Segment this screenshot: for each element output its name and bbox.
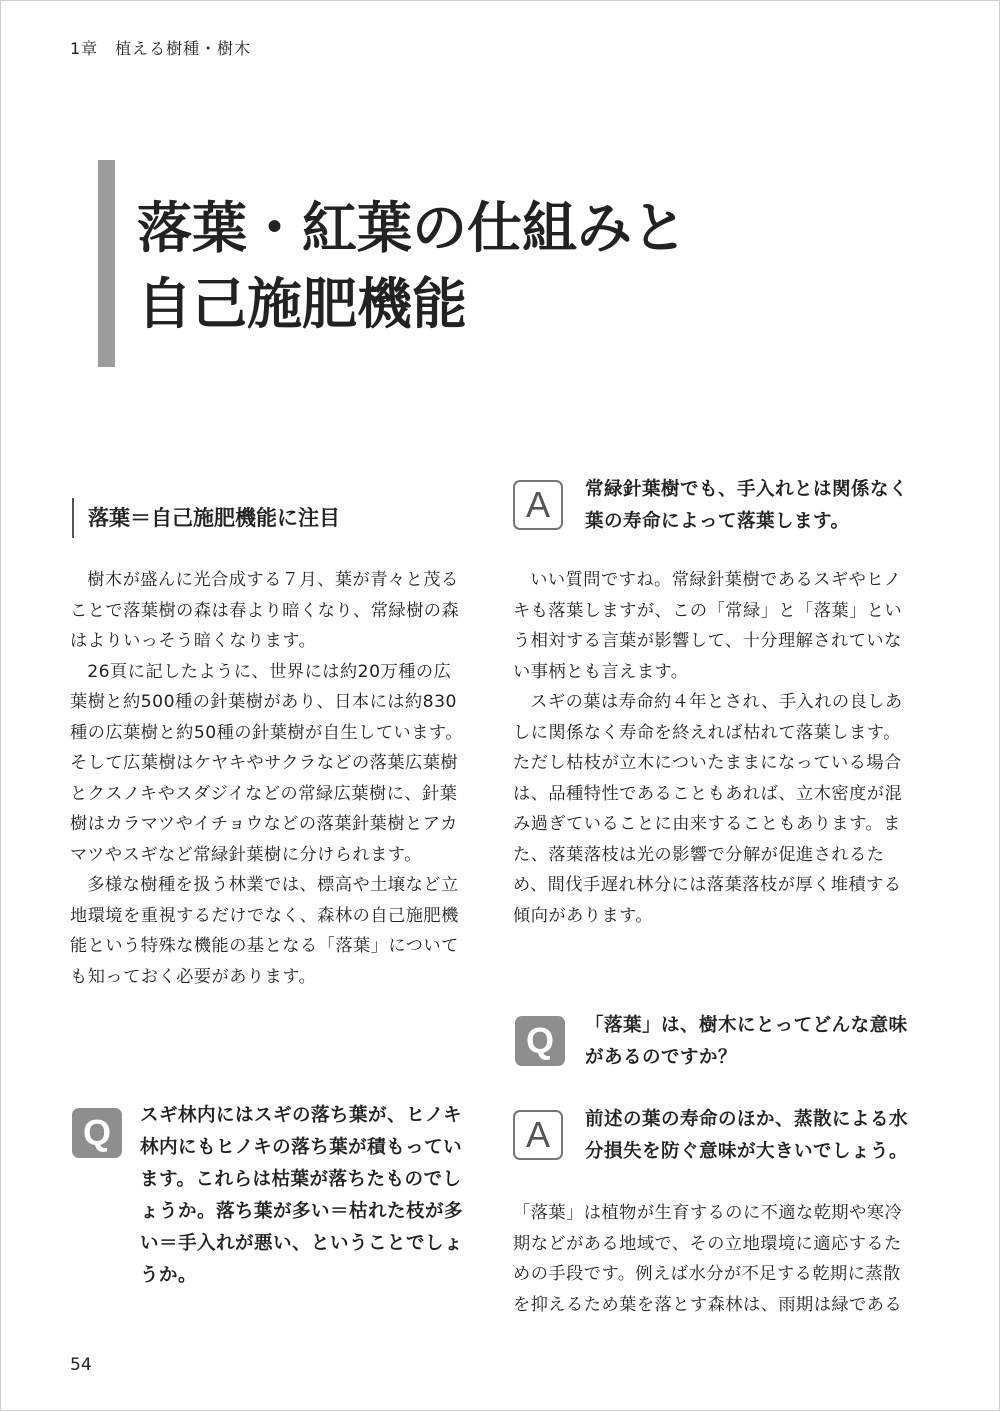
paragraph: 「落葉」は植物が生育するのに不適な乾期や寒冷期などがある地域で、その立地環境に適応するための手段です。例えば水分が不足する乾期に蒸散を抑えるため葉を落とす森林は、雨期は緑である — [513, 1203, 903, 1315]
paragraph: 26頁に記したように、世界には約20万種の広葉樹と約500種の針葉樹があり、日本には約830種の広葉樹と約50種の針葉樹が自生しています。そして広葉樹はケヤキやサクラなどの落葉広葉樹とクスノキやスダジイなどの常緑広葉樹に、針葉樹はカラマツやイチョウなどの落葉針葉樹とアカマツやスギなど常緑針葉樹に分けられます。 — [70, 661, 463, 865]
title-accent-bar — [98, 160, 115, 367]
paragraph: 多様な樹種を扱う林業では、標高や土壌など立地環境を重視するだけでなく、森林の自己施肥機能という特殊な機能の基となる「落葉」についても知っておく必要があります。 — [70, 875, 459, 987]
question-icon: Q — [515, 1016, 565, 1066]
page-title — [137, 190, 757, 342]
left-body-text — [70, 565, 465, 992]
answer-text-2: 前述の葉の寿命のほか、蒸散による水分損失を防ぐ意味が大きいでしょう。 — [585, 1109, 909, 1162]
question-text-2: 「落葉」は、樹木にとってどんな意味があるのですか？ — [585, 1015, 908, 1068]
section-heading: 落葉＝自己施肥機能に注目 — [72, 498, 340, 538]
question-text-1: スギ林内にはスギの落ち葉が、ヒノキ林内にもヒノキの落ち葉が積もっています。これらは枯葉が落ちたものでしょうか。落ち葉が多い＝枯れた枝が多い＝手入れが悪い、ということでしょうか。 — [140, 1105, 464, 1286]
title-line-1: 落葉・紅葉の仕組みと — [137, 196, 688, 260]
right-bottom-text — [513, 1198, 911, 1320]
paragraph: 樹木が盛んに光合成する７月、葉が青々と茂ることで落葉樹の森は春より暗くなり、常緑樹の森はよりいっそう暗くなります。 — [70, 570, 460, 651]
paragraph: いい質問ですね。常緑針葉樹であるスギやヒノキも落葉しますが、この「常緑」と「落葉」という相対する言葉が影響して、十分理解されていない事柄とも言えます。 — [513, 570, 903, 682]
title-line-2: 自己施肥機能 — [137, 272, 468, 336]
page-number: 54 — [70, 1355, 92, 1375]
paragraph: スギの葉は寿命約４年とされ、手入れの良しあしに関係なく寿命を終えれば枯れて落葉します。ただし枯枝が立木についたままになっている場合は、品種特性であることもあれば、立木密度が混み過ぎていることに由来することもあります。また、落葉落枝は光の影響で分解が促進されるため、間伐手遅れ林分には落葉落枝が厚く堆積する傾向があります。 — [513, 692, 903, 926]
running-head: 1章 植える樹種・樹木 — [70, 39, 252, 58]
answer-icon: A — [513, 480, 563, 530]
answer-icon: A — [513, 1110, 563, 1160]
question-icon: Q — [72, 1108, 122, 1158]
answer-text-1: 常緑針葉樹でも、手入れとは関係なく葉の寿命によって落葉します。 — [585, 479, 909, 532]
right-body-text — [513, 565, 911, 931]
